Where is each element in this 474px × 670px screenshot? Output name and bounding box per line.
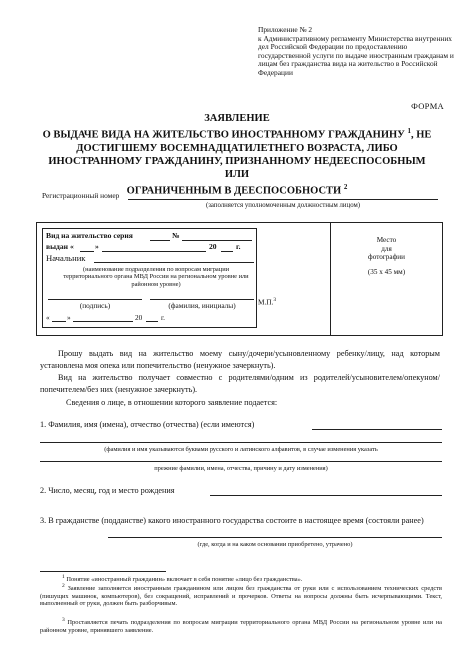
permit-number-label: № <box>172 231 180 240</box>
permit-number-field[interactable] <box>182 240 252 241</box>
issued-year-prefix: 20 <box>209 242 217 251</box>
field-1-hint-2: прежние фамилии, имена, отчества, причину и дату изменения) <box>154 465 328 472</box>
appendix-note <box>258 26 458 78</box>
approval-year-field[interactable] <box>146 321 158 322</box>
photo-placeholder[interactable] <box>330 236 443 276</box>
permit-series-field[interactable] <box>150 240 170 241</box>
approval-day-field[interactable] <box>52 321 66 322</box>
request-paragraph-1: Прошу выдать вид на жительство моему сыну/дочери/усыновленному ребенку/лицу, над которым установлена моя опека или попечительство (ненужное зачеркнуть). <box>40 349 440 370</box>
stamp-label: М.П.$^3$ <box>258 297 277 307</box>
page-title <box>36 112 438 197</box>
title-line-4: ИНОСТРАННОМУ ГРАЖДАНИНУ, ПРИЗНАННОМУ НЕДЕЕСПОСОБНЫМ ИЛИ <box>48 155 426 180</box>
section-heading: Сведения о лице, в отношении которого заявление подается: <box>66 398 278 407</box>
field-1-label: 1. Фамилия, имя (имена), отчество (отчества) (если имеются) <box>40 420 255 429</box>
registration-caption: (заполняется уполномоченным должностным лицом) <box>205 202 361 209</box>
form-label: ФОРМА <box>411 101 444 111</box>
issued-day-field[interactable] <box>80 251 94 252</box>
title-line-2: О ВЫДАЧЕ ВИДА НА ЖИТЕЛЬСТВО ИНОСТРАННОМУ ГРАЖДАНИНУ $^1$, НЕ ДОСТИГШЕМУ ВОСЕМНАДЦАТИЛЕТНЕГО ВОЗРАСТА, ЛИБО <box>42 127 432 154</box>
photo-size: (35 х 45 мм) <box>367 267 406 276</box>
birth-date-place-field[interactable] <box>210 495 442 496</box>
issued-month-field[interactable] <box>102 251 206 252</box>
footnote-separator <box>40 571 166 572</box>
full-name-field-line-3[interactable] <box>40 461 442 462</box>
approval-month-field[interactable] <box>73 321 133 322</box>
footnote-1: 1 Понятие «иностранный гражданин» включает в себя понятие «лицо без гражданства». <box>62 574 303 584</box>
field-3-label: 3. В гражданстве (подданстве) какого иностранного государства состоите в настоящее время (состояли ранее) <box>40 516 424 525</box>
head-caption: (наименование подразделения по вопросам миграции территориального органа МВД России на региональном уровне или районном уровне) <box>63 266 249 288</box>
registration-number-field[interactable] <box>128 199 438 200</box>
photo-line-3: фотографии <box>368 253 405 262</box>
date-open-quote: « <box>46 313 50 322</box>
official-name-caption: (фамилия, инициалы) <box>168 301 236 310</box>
head-field[interactable] <box>94 262 254 263</box>
issued-label: выдан « <box>46 242 74 251</box>
field-3-hint: (где, когда и на каком основании приобретено, утрачено) <box>197 541 353 548</box>
photo-line-1: Место <box>376 236 397 244</box>
issued-year-suffix: г. <box>236 242 241 251</box>
title-line-5: ОГРАНИЧЕННЫМ В ДЕЕСПОСОБНОСТИ $^2$ <box>126 182 348 196</box>
permit-series-label: Вид на жительство серия <box>46 231 133 240</box>
full-name-field-line-2[interactable] <box>40 442 442 443</box>
signature-field[interactable] <box>48 299 142 300</box>
citizenship-field[interactable] <box>108 537 442 538</box>
signature-caption: (подпись) <box>79 301 111 310</box>
issued-quote: » <box>95 242 99 251</box>
footnote-3: 3 Проставляется печать подразделения по вопросам миграции территориального органа МВД России на региональном уровне или на районном уровне, принявшего заявление. <box>40 617 442 634</box>
appendix-number: Приложение № 2 <box>258 25 313 34</box>
head-label: Начальник <box>46 253 86 263</box>
registration-label: Регистрационный номер <box>42 191 120 200</box>
footnote-2: 2 Заявление заполняется иностранным гражданином или лицом без гражданства от руки или с использованием технических средств (пишущих машинок, компьютеров), без сокращений, исправлений и прочерков. Ответы на вопросы должны быть исчерпывающими. Текст, выполненный от руки, должен быть разборчивым. <box>40 583 442 608</box>
request-paragraph-2: Вид на жительство получает совместно с родителями/одним из родителей/усыновителем/опекуном/попечителем/без них (ненужное зачеркнуть). <box>40 373 440 394</box>
approval-year-suffix: г. <box>161 313 165 322</box>
official-name-field[interactable] <box>150 299 254 300</box>
date-close-quote: » <box>67 313 71 322</box>
full-name-field[interactable] <box>312 429 442 430</box>
field-2-label: 2. Число, месяц, год и место рождения <box>40 486 175 495</box>
photo-line-2: для <box>381 244 392 253</box>
appendix-text: к Административному регламенту Министерства внутренних дел Российской Федерации по предоставлению государственной услуги по выдаче иностранным гражданам и лицам без гражданства вида на жительство в Российской Федерации <box>258 33 454 77</box>
approval-year-prefix: 20 <box>135 313 143 322</box>
title-line-1: ЗАЯВЛЕНИЕ <box>204 113 270 124</box>
issued-year-field[interactable] <box>221 251 233 252</box>
field-1-hint-1: (фамилия и имя указываются буквами русского и латинского алфавитов, в случае изменения указать <box>104 446 378 453</box>
